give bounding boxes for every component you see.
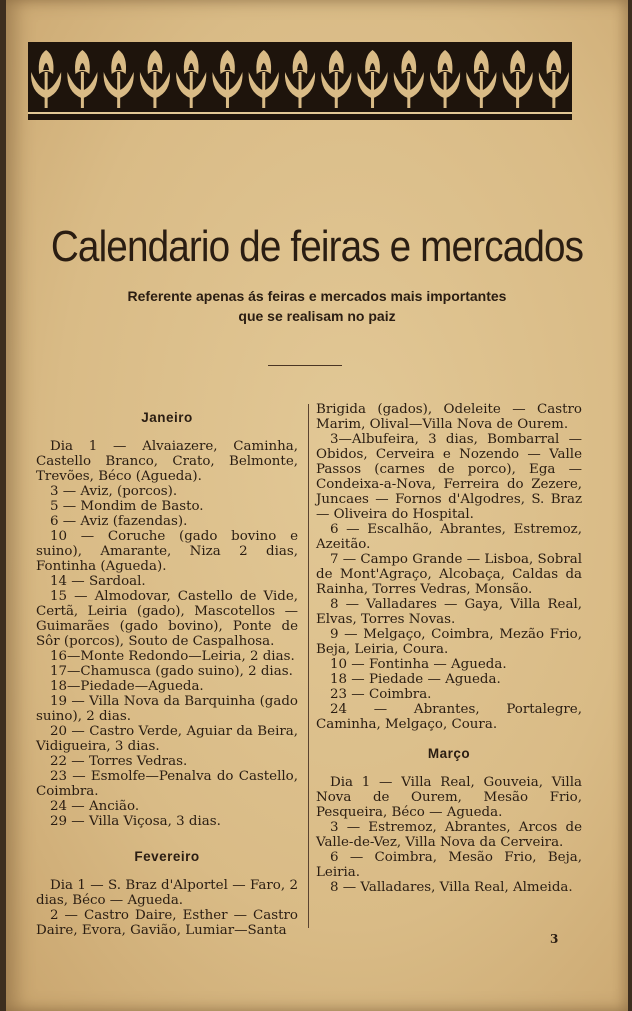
fair-entry: 14 — Sardoal.: [50, 574, 146, 589]
fair-entry: Dia 1 — Alvaiazere, Caminha, Castello Branco, Crato, Belmonte, Trevões, Béco (Agueda).: [36, 439, 298, 484]
fair-entry: 22 — Torres Vedras.: [50, 754, 188, 769]
fair-entry: Dia 1 — Villa Real, Gouveia, Villa Nova de Ourem, Mesão Frio, Pesqueira, Béco — Agueda.: [316, 775, 582, 820]
fair-entry: 18—Piedade—Agueda.: [50, 679, 204, 694]
fair-entry: 17—Chamusca (gado suino), 2 dias.: [50, 664, 293, 679]
fair-entry: 16—Monte Redondo—Leiria, 2 dias.: [50, 649, 295, 664]
fair-entry: 9 — Melgaço, Coimbra, Mezão Frio, Beja, Leiria, Coura.: [316, 627, 582, 657]
fair-entry: 23 — Coimbra.: [330, 687, 432, 702]
fair-entry: 7 — Campo Grande — Lisboa, Sobral de Mont'Agraço, Alcobaça, Caldas da Rainha, Torres Vedras, Monsão.: [316, 552, 582, 597]
fevereiro-entries-continued: [316, 432, 582, 732]
fair-entry: 3 — Aviz, (porcos).: [50, 484, 178, 499]
left-column: [36, 402, 298, 938]
fair-entry: 19 — Villa Nova da Barquinha (gado suino), 2 dias.: [36, 694, 298, 724]
fair-entry: 24 — Ancião.: [50, 799, 140, 814]
page-number: 3: [550, 932, 559, 946]
subtitle-line-2: que se realisam no paiz: [238, 308, 396, 324]
fair-entry: 5 — Mondim de Basto.: [50, 499, 204, 514]
fevereiro-continuation: Brigida (gados), Odeleite — Castro Marim, Olival—Villa Nova de Ourem.: [316, 402, 582, 432]
right-column: [316, 402, 582, 895]
fair-entry: 8 — Valladares — Gaya, Villa Real, Elvas, Torres Novas.: [316, 597, 582, 627]
fair-entry: 18 — Piedade — Agueda.: [330, 672, 501, 687]
marco-entries: [316, 775, 582, 895]
fair-entry: 15 — Almodovar, Castello de Vide, Certã, Leiria (gado), Mascotellos — Guimarães (gado bovino), Ponte de Sôr (porcos), Souto de Caspalhosa.: [36, 589, 298, 649]
fair-entry: 8 — Valladares, Villa Real, Almeida.: [330, 880, 573, 895]
fair-entry: 29 — Villa Viçosa, 3 dias.: [50, 814, 221, 829]
decorative-tulip-border: [28, 42, 572, 120]
month-heading-janeiro: Janeiro: [141, 410, 193, 425]
fair-entry: 6 — Coimbra, Mesão Frio, Beja, Leiria.: [316, 850, 582, 880]
fair-entry: 6 — Escalhão, Abrantes, Estremoz, Azeitão.: [316, 522, 582, 552]
fair-entry: 10 — Coruche (gado bovino e suino), Amarante, Niza 2 dias, Fontinha (Agueda).: [36, 529, 298, 574]
month-heading-marco: Março: [427, 746, 471, 761]
fair-entry: 10 — Fontinha — Agueda.: [330, 657, 507, 672]
fevereiro-entries: [36, 878, 298, 938]
page-title: Calendario de feiras e mercados: [50, 222, 584, 271]
fair-entry: 6 — Aviz (fazendas).: [50, 514, 188, 529]
janeiro-entries: [36, 439, 298, 829]
fair-entry: Dia 1 — S. Braz d'Alportel — Faro, 2 dias, Béco — Agueda.: [36, 878, 298, 908]
fair-entry: 3—Albufeira, 3 dias, Bombarral — Obidos, Cerveira e Nozendo — Valle Passos (carnes de porco), Ega — Condeixa-a-Nova, Ferreira do Zezere, Juncaes — Fornos d'Algodres, S. Braz — Oliveira do Hospital.: [316, 432, 582, 522]
book-page: [6, 0, 628, 1011]
fair-entry: 3 — Estremoz, Abrantes, Arcos de Valle-de-Vez, Villa Nova da Cerveira.: [316, 820, 582, 850]
month-heading-fevereiro: Fevereiro: [134, 849, 200, 864]
subtitle-line-1: Referente apenas ás feiras e mercados mais importantes: [127, 288, 507, 304]
column-divider: [308, 404, 309, 928]
fair-entry: 2 — Castro Daire, Esther — Castro Daire, Evora, Gavião, Lumiar—Santa: [36, 908, 298, 938]
fair-entry: 20 — Castro Verde, Aguiar da Beira, Vidigueira, 3 dias.: [36, 724, 298, 754]
fair-entry: 24 — Abrantes, Portalegre, Caminha, Melgaço, Coura.: [316, 702, 582, 732]
divider-rule: [268, 365, 342, 366]
page-subtitle: [6, 286, 628, 326]
fair-entry: 23 — Esmolfe—Penalva do Castello, Coimbra.: [36, 769, 298, 799]
